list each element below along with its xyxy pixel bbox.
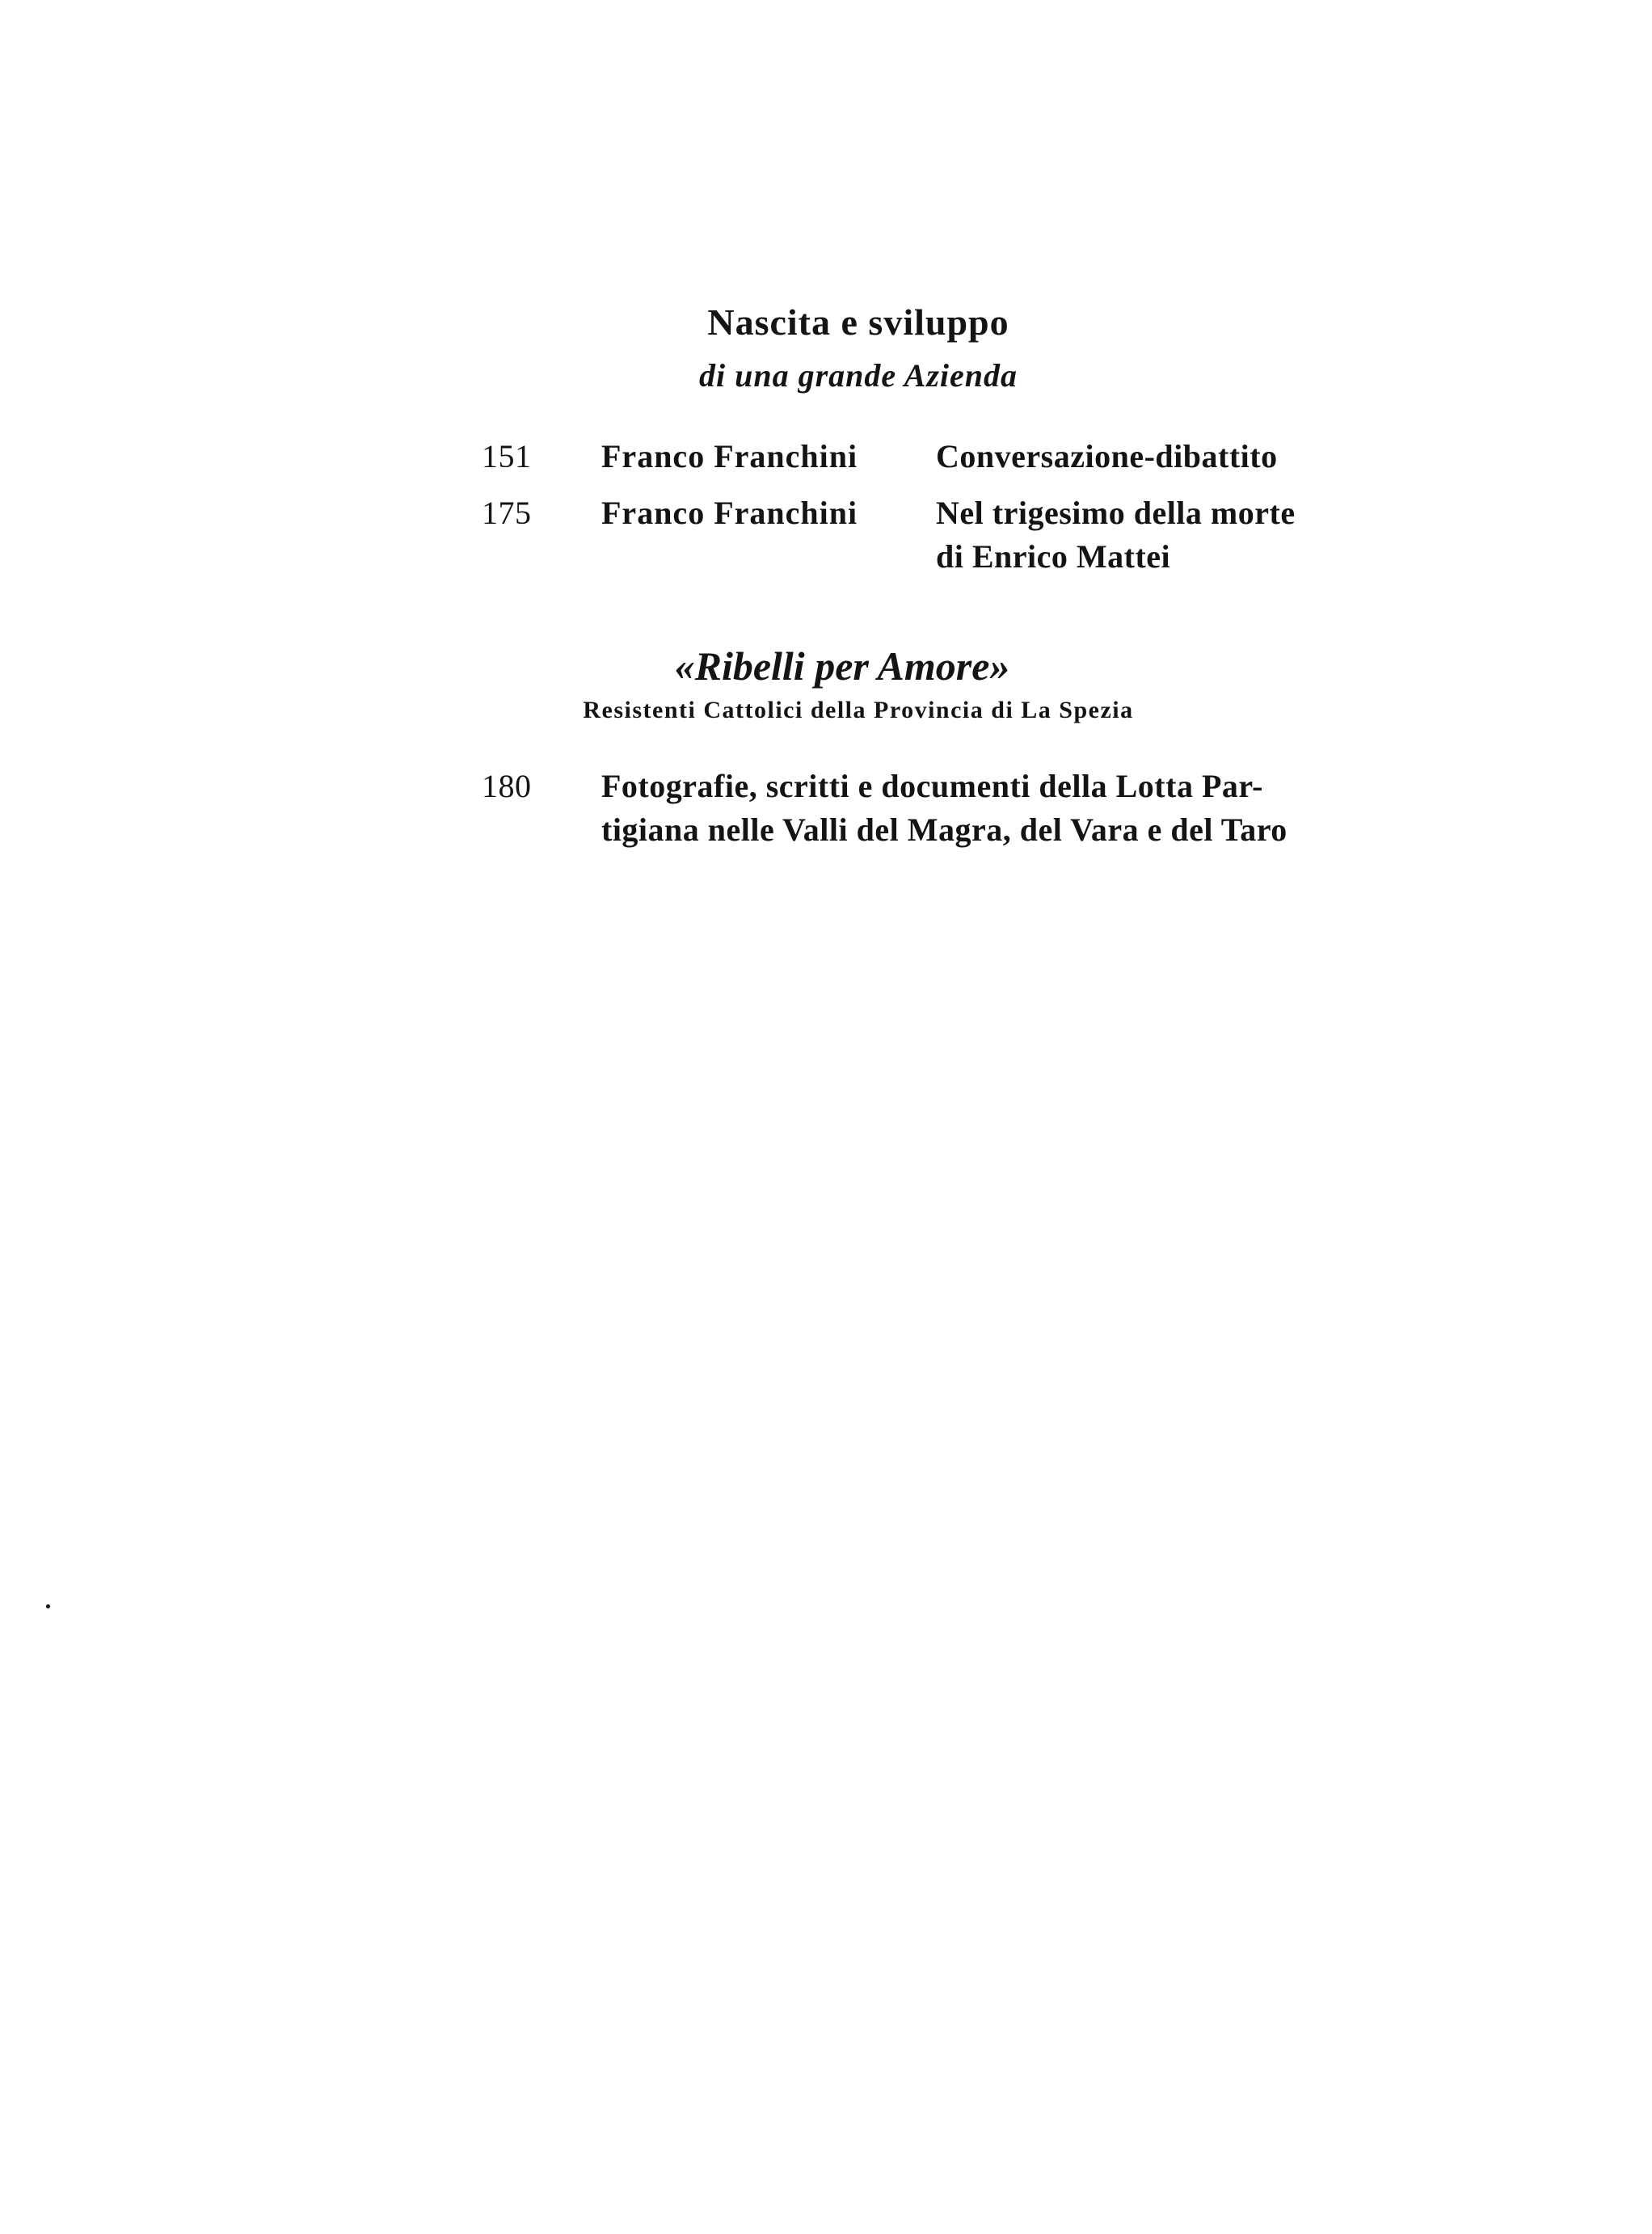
toc-work-title: Conversazione-dibattito [936,438,1278,474]
toc-page-number: 180 [482,768,532,804]
toc-work-title-line-1: Nel trigesimo della morte [936,495,1296,531]
toc-author: Franco Franchini [601,495,858,531]
toc-page-number: 175 [482,495,532,531]
section-subtitle-resistenti: Resistenti Cattolici della Provincia di La Spezia [583,697,1134,723]
section-title-nascita: Nascita e sviluppo [707,301,1009,343]
toc-work-title-line-1: Fotografie, scritti e documenti della Lotta Par- [601,768,1263,804]
toc-work-title-line-2: di Enrico Mattei [936,538,1171,575]
section-title-ribelli: «Ribelli per Amore» [674,643,1010,689]
toc-work-title-line-2: tigiana nelle Valli del Magra, del Vara e del Taro [601,811,1287,848]
section-subtitle-azienda: di una grande Azienda [698,357,1018,394]
toc-page-number: 151 [482,438,532,474]
scan-speck [46,1604,50,1608]
toc-author: Franco Franchini [601,438,858,474]
